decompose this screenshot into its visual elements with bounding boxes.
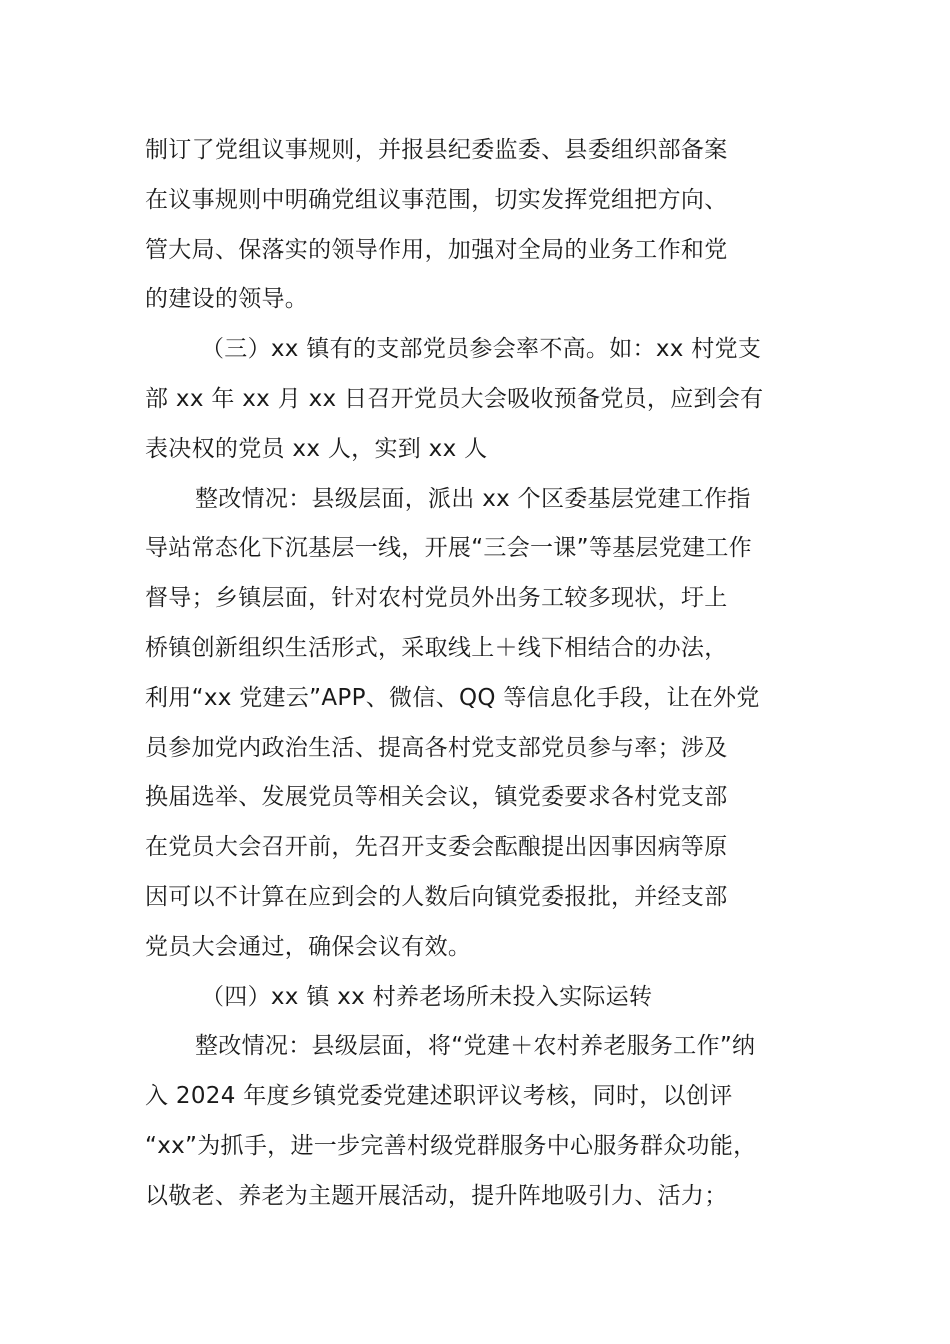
document-body (145, 126, 835, 1222)
text-line: 在议事规则中明确党组议事范围，切实发挥党组把方向、 (145, 186, 728, 213)
text-line: 表决权的党员 xx 人，实到 xx 人 (145, 435, 488, 462)
text-line: 入 2024 年度乡镇党委党建述职评议考核，同时，以创评 (145, 1083, 733, 1110)
section-heading-3: （三）xx 镇有的支部党员参会率不高。如：xx 村党支 (201, 336, 762, 363)
text-line: “xx”为抓手，进一步完善村级党群服务中心服务群众功能， (145, 1132, 757, 1159)
text-line: 员参加党内政治生活、提高各村党支部党员参与率；涉及 (145, 734, 728, 761)
text-line: 在党员大会召开前，先召开支委会酝酿提出因事因病等原 (145, 834, 728, 861)
text-line: 以敬老、养老为主题开展活动，提升阵地吸引力、活力； (145, 1182, 728, 1209)
paragraph-start: 整改情况：县级层面，将“党建＋农村养老服务工作”纳 (195, 1033, 756, 1060)
text-line: 部 xx 年 xx 月 xx 日召开党员大会吸收预备党员，应到会有 (145, 385, 764, 412)
text-line: 党员大会通过，确保会议有效。 (145, 933, 472, 960)
text-line: 桥镇创新组织生活形式，采取线上＋线下相结合的办法， (145, 634, 728, 661)
text-line: 利用“xx 党建云”APP、微信、QQ 等信息化手段，让在外党 (145, 684, 760, 711)
text-line: 督导；乡镇层面，针对农村党员外出务工较多现状，圩上 (145, 585, 728, 612)
paragraph-start: 整改情况：县级层面，派出 xx 个区委基层党建工作指 (195, 485, 751, 512)
text-line: 导站常态化下沉基层一线，开展“三会一课”等基层党建工作 (145, 535, 752, 562)
text-line: 因可以不计算在应到会的人数后向镇党委报批，并经支部 (145, 883, 728, 910)
text-line: 换届选举、发展党员等相关会议，镇党委要求各村党支部 (145, 784, 728, 811)
text-line: 制订了党组议事规则，并报县纪委监委、县委组织部备案 (145, 137, 728, 163)
section-heading-4: （四）xx 镇 xx 村养老场所未投入实际运转 (201, 983, 653, 1010)
text-line: 的建设的领导。 (145, 286, 309, 313)
text-line: 管大局、保落实的领导作用，加强对全局的业务工作和党 (145, 236, 728, 263)
